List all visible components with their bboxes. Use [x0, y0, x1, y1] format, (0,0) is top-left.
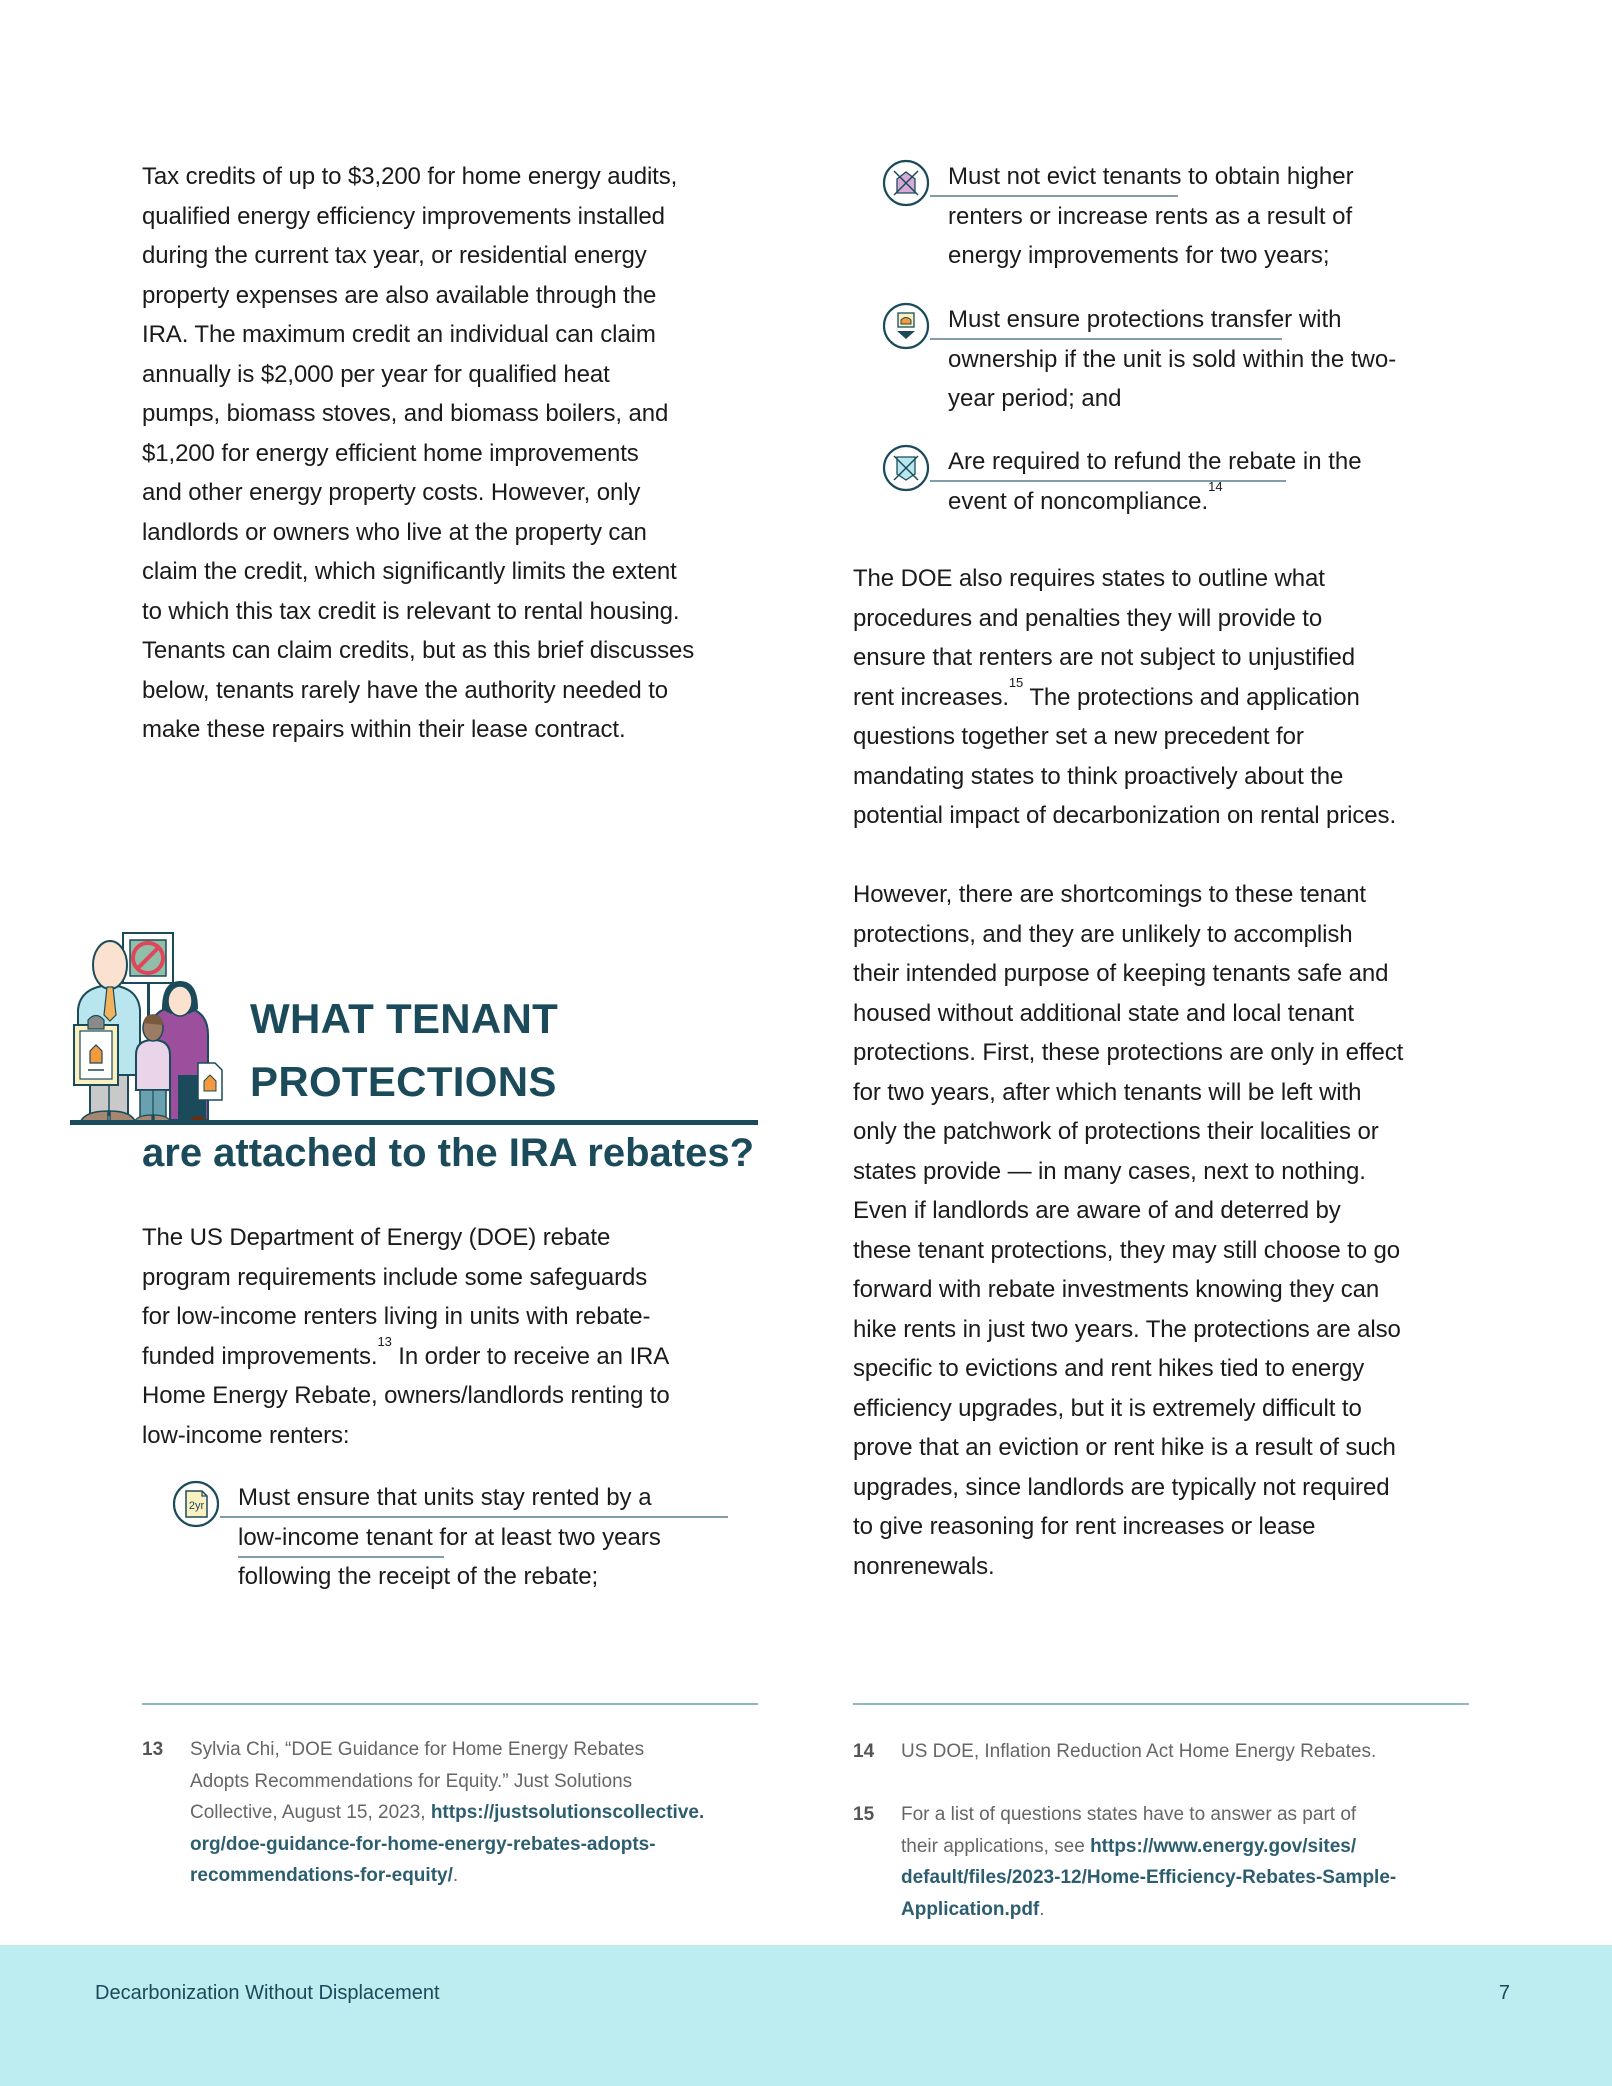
- text-line: protections. First, these protections are only in effect: [853, 1039, 1404, 1066]
- text-span: .: [452, 1865, 459, 1886]
- text-line: The DOE also requires states to outline what: [853, 565, 1325, 592]
- doe-states-paragraph: [853, 559, 1473, 836]
- text-line: mandating states to think proactively about the: [853, 762, 1344, 790]
- text-line: [948, 478, 1488, 522]
- text-line: Even if landlords are aware of and deterred by: [853, 1197, 1341, 1224]
- text-line: potential impact of decarbonization on rental prices.: [853, 802, 1397, 829]
- text-line: For a list of questions states have to answer as part of: [901, 1804, 1357, 1825]
- text-line: hike rents in just two years. The protections are also: [853, 1315, 1401, 1343]
- text-line: [901, 1894, 1481, 1926]
- text-line: property expenses are also available through the: [142, 281, 657, 309]
- text-line: renters or increase rents as a result of: [948, 202, 1353, 230]
- text-line: Adopts Recommendations for Equity.” Just Solutions: [190, 1770, 633, 1792]
- text-line: and other energy property costs. However, only: [142, 479, 641, 506]
- text-line: [901, 1862, 1481, 1894]
- text-line: Are required to refund the rebate in the: [948, 448, 1362, 475]
- footnote-number: 15: [853, 1804, 875, 1825]
- text-span: .: [1039, 1898, 1045, 1920]
- shortcomings-paragraph: [853, 875, 1483, 1586]
- refund-rebate-icon: [882, 444, 930, 492]
- text-line: Must not evict tenants to obtain higher: [948, 163, 1354, 190]
- footnote-ref-14[interactable]: 14: [1208, 478, 1223, 494]
- page-number: 7: [1498, 1982, 1510, 2004]
- text-line: The US Department of Energy (DOE) rebate: [142, 1224, 611, 1251]
- bullet-item-units-stay-rented: [172, 1478, 772, 1598]
- text-span: Collective, August 15, 2023,: [190, 1802, 431, 1823]
- text-line: Home Energy Rebate, owners/landlords renting to: [142, 1382, 670, 1409]
- section-heading: [70, 925, 770, 1175]
- text-line: nonrenewals.: [853, 1552, 995, 1580]
- text-span: In order to receive an IRA: [391, 1342, 670, 1370]
- text-line: housed without additional state and local tenant: [853, 999, 1354, 1027]
- text-line: year period; and: [948, 385, 1122, 412]
- text-line: protections, and they are unlikely to accomplish: [853, 920, 1353, 948]
- bullet-item-refund-rebate: [882, 442, 1482, 522]
- footnote-ref-13[interactable]: 13: [377, 1333, 392, 1349]
- bullet-text: [948, 300, 1488, 419]
- text-line: US DOE, Inflation Reduction Act Home Energy Rebates.: [901, 1741, 1377, 1762]
- text-line: procedures and penalties they will provide to: [853, 604, 1323, 632]
- text-line: energy improvements for two years;: [948, 242, 1330, 269]
- text-line: make these repairs within their lease contract.: [142, 716, 626, 743]
- text-line: for two years, after which tenants will be left with: [853, 1078, 1362, 1106]
- text-line: Tax credits of up to $3,200 for home energy audits,: [142, 163, 678, 190]
- tenants-protest-illustration: [70, 925, 230, 1125]
- text-line: their intended purpose of keeping tenants safe and: [853, 960, 1389, 987]
- bullet-text: [948, 157, 1488, 276]
- doe-requirements-paragraph: [142, 1218, 762, 1455]
- footnote-link[interactable]: recommendations-for-equity/: [190, 1865, 453, 1886]
- ownership-transfer-icon: [882, 302, 930, 350]
- text-line: [190, 1797, 770, 1829]
- no-eviction-house-icon: [882, 159, 930, 207]
- text-line: [901, 1831, 1481, 1863]
- text-line: IRA. The maximum credit an individual can claim: [142, 321, 656, 348]
- text-line: these tenant protections, they may still choose to go: [853, 1236, 1401, 1264]
- text-line: qualified energy efficiency improvements installed: [142, 202, 665, 230]
- text-line: ownership if the unit is sold within the two-: [948, 345, 1397, 373]
- text-span: their applications, see: [901, 1835, 1091, 1857]
- text-line: low-income tenant for at least two years: [238, 1523, 661, 1551]
- text-line: efficiency upgrades, but it is extremely difficult to: [853, 1394, 1362, 1422]
- text-line: low-income renters:: [142, 1421, 350, 1449]
- footnote-ref-15[interactable]: 15: [1008, 674, 1024, 690]
- heading-divider: [70, 1120, 758, 1125]
- heading-line-1: WHAT TENANT: [250, 995, 559, 1042]
- text-line: below, tenants rarely have the authority needed to: [142, 676, 669, 704]
- text-line: for low-income renters living in units with rebate-: [142, 1303, 651, 1330]
- text-line: annually is $2,000 per year for qualified heat: [142, 360, 610, 388]
- text-line: [190, 1829, 770, 1861]
- text-line: to which this tax credit is relevant to rental housing.: [142, 597, 680, 625]
- text-line: to give reasoning for rent increases or lease: [853, 1513, 1316, 1540]
- bullet-text: [948, 442, 1488, 521]
- text-line: prove that an eviction or rent hike is a result of such: [853, 1434, 1396, 1461]
- footnote-divider-right: [853, 1703, 1469, 1705]
- text-line: during the current tax year, or residential energy: [142, 242, 647, 269]
- text-line: Must ensure protections transfer with: [948, 306, 1342, 333]
- text-line: following the receipt of the rebate;: [238, 1563, 599, 1590]
- bullet-item-ownership-transfer: [882, 300, 1482, 420]
- text-line: $1,200 for energy efficient home improvements: [142, 439, 639, 467]
- text-line: Tenants can claim credits, but as this brief discusses: [142, 637, 695, 664]
- text-span: The protections and application: [1023, 683, 1360, 711]
- text-span: rent increases.: [853, 683, 1009, 711]
- text-line: Must ensure that units stay rented by a: [238, 1484, 652, 1511]
- two-year-label: 2yr: [188, 1500, 205, 1512]
- document-title: Decarbonization Without Displacement: [95, 1982, 440, 2004]
- text-line: landlords or owners who live at the property can: [142, 518, 647, 546]
- two-year-document-icon: [172, 1480, 220, 1528]
- section-heading-subtitle: are attached to the IRA rebates?: [142, 1131, 755, 1175]
- footnote-number: 13: [142, 1739, 164, 1760]
- footnote-link[interactable]: Application.pdf: [901, 1898, 1040, 1920]
- bullet-text: [238, 1478, 778, 1597]
- text-span: funded improvements.: [142, 1342, 378, 1370]
- footnote-link[interactable]: https://www.energy.gov/sites/: [1090, 1835, 1357, 1857]
- text-span: event of noncompliance.: [948, 487, 1209, 515]
- text-line: [142, 1333, 762, 1377]
- section-heading-title: [250, 987, 558, 1113]
- text-line: program requirements include some safeguards: [142, 1263, 648, 1291]
- footnote-number: 14: [853, 1741, 875, 1762]
- footnote-text: [901, 1736, 1481, 1768]
- text-line: pumps, biomass stoves, and biomass boilers, and: [142, 400, 669, 427]
- text-line: [190, 1860, 770, 1892]
- text-line: specific to evictions and rent hikes tied to energy: [853, 1355, 1365, 1382]
- text-line: Sylvia Chi, “DOE Guidance for Home Energy Rebates: [190, 1739, 645, 1760]
- footnote-link[interactable]: https://justsolutionscollective.: [430, 1802, 705, 1823]
- footnote-text: [190, 1734, 770, 1892]
- text-line: claim the credit, which significantly limits the extent: [142, 558, 677, 585]
- text-line: upgrades, since landlords are typically not required: [853, 1473, 1390, 1501]
- page-footer: [0, 1945, 1612, 2086]
- text-line: [853, 674, 1473, 718]
- bullet-item-no-eviction: [882, 157, 1482, 277]
- heading-line-2: PROTECTIONS: [250, 1058, 557, 1105]
- footnote-text: [901, 1799, 1481, 1925]
- footnote-link[interactable]: default/files/2023-12/Home-Efficiency-Rebates-Sample-: [901, 1867, 1397, 1888]
- text-line: states provide — in many cases, next to nothing.: [853, 1157, 1366, 1185]
- tenants-protest-icon: [70, 925, 230, 1125]
- text-line: questions together set a new precedent for: [853, 723, 1304, 750]
- text-line: However, there are shortcomings to these tenant: [853, 881, 1366, 908]
- text-line: forward with rebate investments knowing they can: [853, 1276, 1380, 1303]
- text-line: only the patchwork of protections their localities or: [853, 1118, 1379, 1145]
- footnote-divider-left: [142, 1703, 758, 1705]
- text-line: ensure that renters are not subject to unjustified: [853, 644, 1355, 671]
- footnote-link[interactable]: org/doe-guidance-for-home-energy-rebates-adopts-: [190, 1833, 656, 1855]
- intro-paragraph: [142, 157, 762, 750]
